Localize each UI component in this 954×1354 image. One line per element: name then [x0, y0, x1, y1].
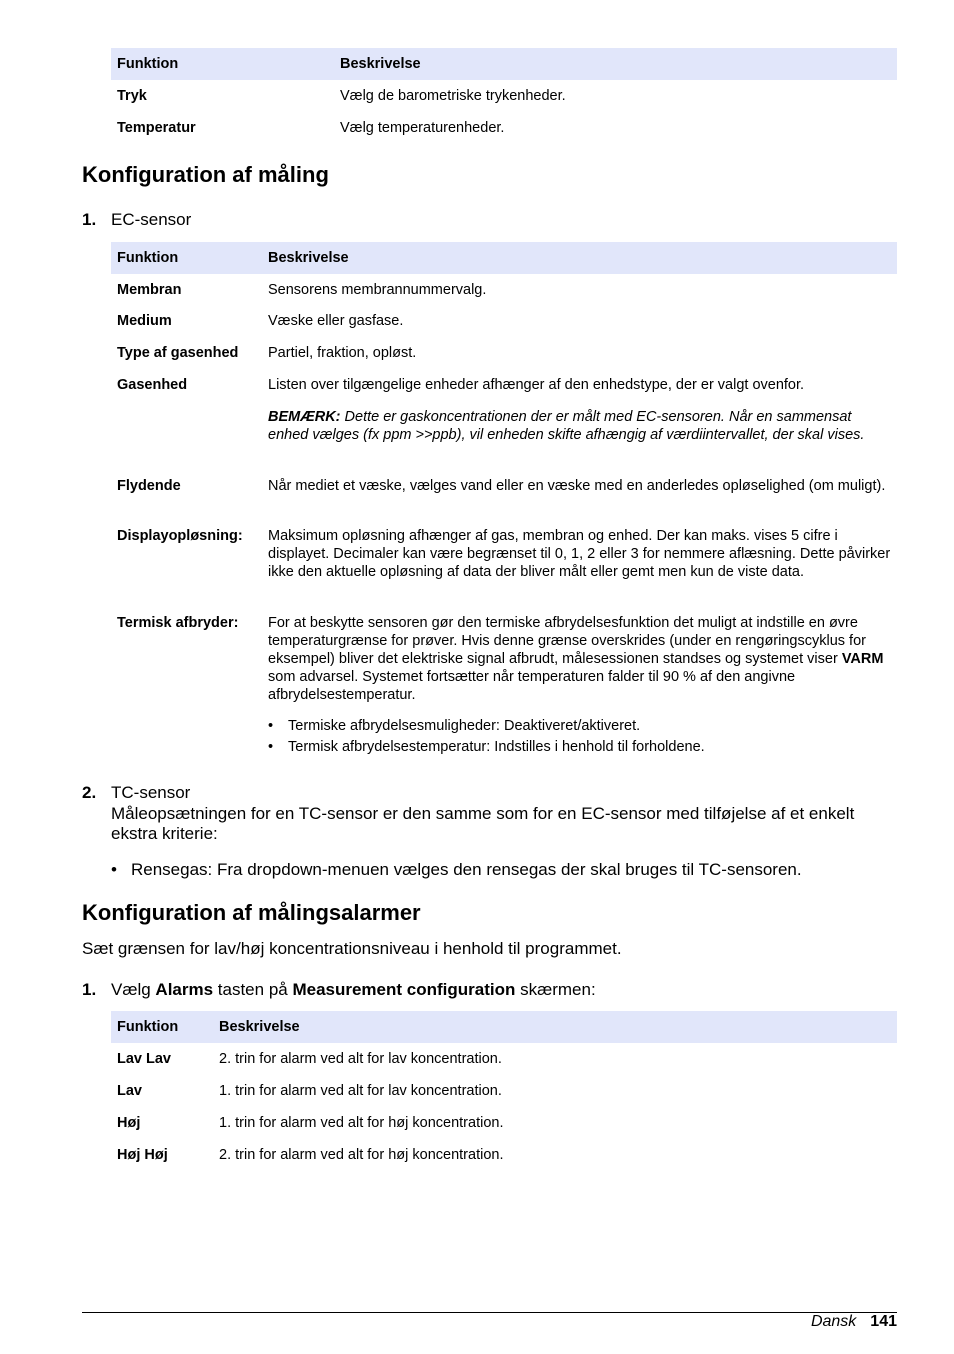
col-header-funktion: Funktion [111, 242, 262, 274]
bullet-icon: • [268, 718, 274, 734]
row-key: Høj [117, 1115, 141, 1131]
table-row [111, 1043, 897, 1075]
row-key: Lav Lav [117, 1051, 171, 1067]
row-value: Væske eller gasfase. [268, 313, 404, 329]
row-value: 1. trin for alarm ved alt for høj koncentration. [219, 1115, 504, 1131]
row-value: 2. trin for alarm ved alt for lav koncentration. [219, 1051, 502, 1067]
row-value: 2. trin for alarm ved alt for høj koncentration. [219, 1147, 504, 1163]
table-row [111, 608, 897, 758]
section-heading: Konfiguration af målingsalarmer [82, 900, 421, 925]
row-key: Tryk [117, 88, 147, 104]
col-header-beskrivelse: Beskrivelse [213, 1011, 897, 1043]
alarms-table [111, 1011, 897, 1171]
table-row [111, 338, 897, 370]
list-item-text: Termiske afbrydelsesmuligheder: Deaktiveret/aktiveret. [288, 718, 641, 734]
row-key: Temperatur [117, 120, 196, 136]
step-text [111, 980, 891, 1001]
screen-name: Measurement configuration [292, 980, 516, 999]
table-row [111, 80, 897, 112]
row-key: Medium [117, 313, 172, 329]
intro-text: Sæt grænsen for lav/høj koncentrationsniveau i henhold til programmet. [82, 939, 622, 958]
table-header [111, 242, 897, 274]
col-header-beskrivelse: Beskrivelse [262, 242, 897, 274]
thermal-text-pre: For at beskytte sensoren gør den termiske afbrydelsesfunktion det muligt at indstille en øvre temperaturgrænse for prøver. Hvis denne grænse overskrides (under en rengøringscyklus for eksempel) bliver det elektriske signal afbrudt, målesessionen standses og systemet viser [268, 615, 866, 667]
bullet-icon: • [111, 860, 117, 879]
row-key: Type af gasenhed [117, 345, 239, 361]
row-value-cell [262, 370, 897, 471]
col-header-beskrivelse: Beskrivelse [334, 48, 897, 80]
note-label: BEMÆRK: [268, 409, 341, 425]
row-value: Listen over tilgængelige enheder afhænger af den enhedstype, der er valgt ovenfor. [268, 377, 805, 393]
page-number: 141 [870, 1313, 897, 1330]
table-header [111, 48, 897, 80]
row-key: Flydende [117, 478, 181, 494]
note-block [268, 408, 891, 444]
table-row [111, 1139, 897, 1171]
step-label: EC-sensor [111, 210, 192, 229]
col-header-funktion: Funktion [111, 1011, 213, 1043]
step-text-post: skærmen: [515, 980, 596, 999]
table-row [111, 471, 897, 521]
table-row [111, 274, 897, 306]
row-key: Membran [117, 282, 182, 298]
step-number: 1. [82, 210, 97, 229]
row-value: Maksimum opløsning afhænger af gas, membran og enhed. Der kan maks. vises 5 cifre i displayet. Decimaler kan være begrænset til 0, 1, 2 eller 3 for nemmere aflæsning. Dette påvirker ikke den aktuelle opløsning af data der bliver målt eller gemt men kun de viste data. [268, 528, 891, 580]
list-item-text: Rensegas: Fra dropdown-menuen vælges den rensegas der skal bruges til TC-sensoren. [131, 860, 802, 879]
row-key: Displayopløsning: [117, 528, 243, 544]
footer-divider [82, 1312, 897, 1313]
row-key: Termisk afbryder: [117, 615, 239, 631]
alarms-key: Alarms [155, 980, 214, 999]
col-header-funktion: Funktion [111, 48, 334, 80]
row-value-cell [262, 608, 897, 758]
note-text: Dette er gaskoncentrationen der er målt med EC-sensoren. Når en sammensat enhed vælges (fx ppm >>ppb), vil enheden skifte afhængig af værdiintervallet, der skal vises. [268, 409, 865, 443]
table-row [111, 112, 897, 144]
ec-sensor-table [111, 242, 897, 758]
step-number: 1. [82, 980, 97, 999]
settings-table [111, 48, 897, 144]
thermal-warning-word: VARM [841, 651, 884, 667]
row-value: Sensorens membrannummervalg. [268, 282, 487, 298]
step-text-pre: Vælg [111, 980, 156, 999]
row-value: Vælg temperaturenheder. [340, 120, 505, 136]
row-value: Partiel, fraktion, opløst. [268, 345, 417, 361]
list-item-text: Termisk afbrydelsestemperatur: Indstilles i henhold til forholdene. [288, 739, 705, 755]
table-row [111, 370, 897, 471]
step-body [111, 783, 891, 845]
step-text-mid: tasten på [213, 980, 293, 999]
step-label: TC-sensor [111, 783, 191, 802]
bullet-icon: • [268, 739, 274, 755]
row-value: 1. trin for alarm ved alt for lav koncentration. [219, 1083, 502, 1099]
row-key: Lav [117, 1083, 142, 1099]
table-header [111, 1011, 897, 1043]
table-row [111, 1107, 897, 1139]
row-key: Høj Høj [117, 1147, 168, 1163]
step-text: Måleopsætningen for en TC-sensor er den samme som for en EC-sensor med tilføjelse af et enkelt ekstra kriterie: [111, 803, 855, 843]
table-row [111, 1075, 897, 1107]
row-value: Når mediet et væske, vælges vand eller en væske med en anderledes opløselighed (om muligt). [268, 478, 886, 494]
thermal-text [268, 614, 891, 704]
list-item [111, 860, 891, 881]
list-item [268, 716, 891, 737]
table-row [111, 306, 897, 338]
thermal-text-post: som advarsel. Systemet fortsætter når temperaturen falder til 90 % af den angivne afbrydelsestemperatur. [268, 669, 796, 703]
list-item [268, 737, 891, 758]
page-footer [811, 1312, 897, 1332]
table-row [111, 521, 897, 608]
step-number: 2. [82, 783, 97, 802]
footer-language: Dansk [810, 1313, 857, 1330]
section-heading: Konfiguration af måling [82, 162, 329, 187]
row-value: Vælg de barometriske trykenheder. [340, 88, 566, 104]
row-key: Gasenhed [117, 377, 188, 393]
